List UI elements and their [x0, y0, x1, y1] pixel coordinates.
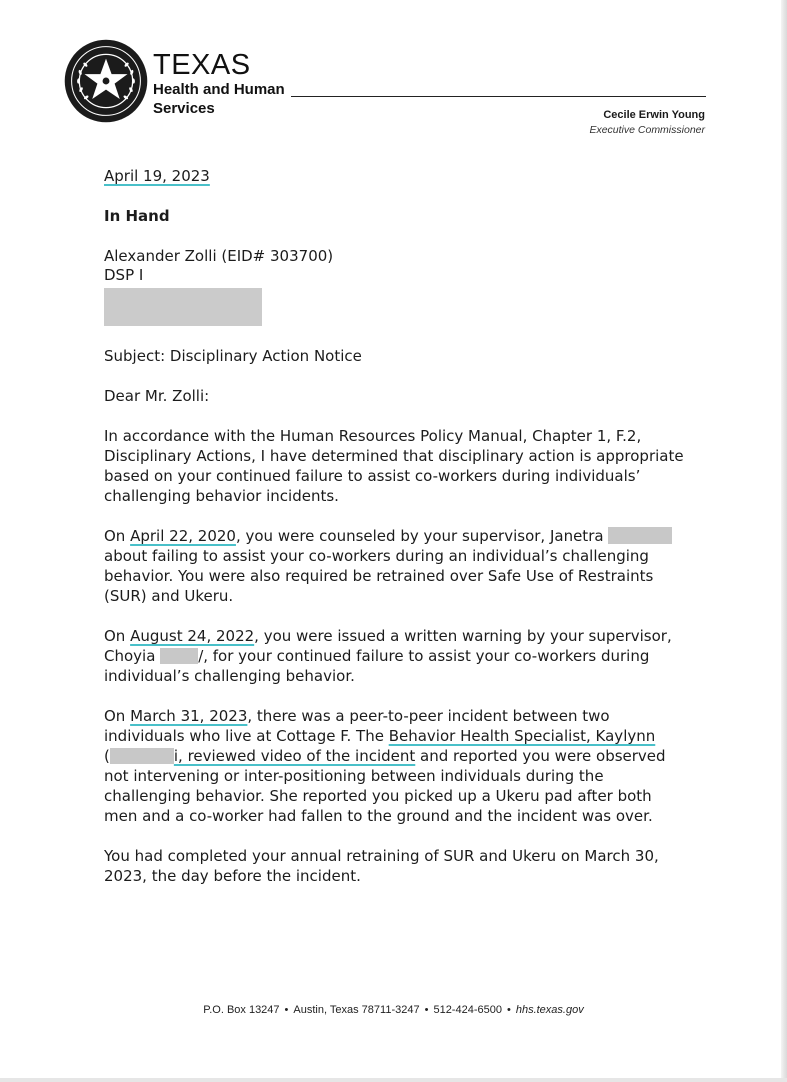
paragraph-3-line-2: Choyia /, for your continued failure to assist your co-workers during: [104, 647, 650, 665]
commissioner-block: [589, 108, 705, 137]
footer-separator: •: [506, 1004, 511, 1016]
letterhead-footer: [0, 1004, 787, 1016]
subject-line: Subject: Disciplinary Action Notice: [104, 347, 362, 365]
scan-edge-shadow: [781, 0, 787, 1082]
footer-address: P.O. Box 13247: [203, 1004, 280, 1016]
paragraph-4-line-4: not intervening or inter-positioning between individuals during the: [104, 767, 604, 785]
date-april-22-2020: April 22, 2020: [130, 527, 236, 545]
texas-hhs-seal-logo: [63, 38, 149, 124]
footer-separator: •: [424, 1004, 429, 1016]
redacted-name: [110, 748, 174, 764]
scan-bottom-edge: [0, 1078, 787, 1082]
paragraph-1-line-2: Disciplinary Actions, I have determined that disciplinary action is appropriate: [104, 447, 684, 465]
agency-name-line2: Health and Human: [153, 81, 285, 98]
paragraph-1-line-4: challenging behavior incidents.: [104, 487, 339, 505]
footer-separator: •: [284, 1004, 289, 1016]
delivery-method: In Hand: [104, 207, 170, 225]
header-divider: [291, 96, 706, 97]
paragraph-2-line-3: behavior. You were also required be retrained over Safe Use of Restraints: [104, 567, 654, 585]
salutation: Dear Mr. Zolli:: [104, 387, 210, 405]
paragraph-1-line-1: In accordance with the Human Resources Policy Manual, Chapter 1, F.2,: [104, 427, 642, 445]
recipient-title: DSP I: [104, 266, 144, 284]
footer-website: hhs.texas.gov: [515, 1004, 584, 1016]
video-review-reference: i, reviewed video of the incident: [173, 747, 416, 765]
date-march-31-2023: March 31, 2023: [130, 707, 248, 725]
paragraph-2-line-4: (SUR) and Ukeru.: [104, 587, 234, 605]
date-august-24-2022: August 24, 2022: [130, 627, 255, 645]
paragraph-4-line-2: individuals who live at Cottage F. The Behavior Health Specialist, Kaylynn: [104, 727, 656, 745]
recipient-name: Alexander Zolli (EID# 303700): [104, 247, 334, 265]
commissioner-title: Executive Commissioner: [589, 124, 705, 136]
paragraph-5-line-2: 2023, the day before the incident.: [104, 867, 361, 885]
paragraph-4-line-3: ( i, reviewed video of the incident and reported you were observed: [104, 747, 666, 765]
agency-name: [153, 50, 285, 118]
paragraph-3-line-1: On August 24, 2022, you were issued a written warning by your supervisor,: [104, 627, 672, 645]
paragraph-4-line-5: challenging behavior. She reported you picked up a Ukeru pad after both: [104, 787, 652, 805]
redacted-name: [160, 648, 198, 664]
footer-phone: 512-424-6500: [433, 1004, 502, 1016]
paragraph-5-line-1: You had completed your annual retraining of SUR and Ukeru on March 30,: [104, 847, 659, 865]
paragraph-4-line-6: men and a co-worker had fallen to the ground and the incident was over.: [104, 807, 653, 825]
paragraph-4-line-1: On March 31, 2023, there was a peer-to-peer incident between two: [104, 707, 610, 725]
paragraph-3-line-3: individual’s challenging behavior.: [104, 667, 355, 685]
paragraph-2-line-2: about failing to assist your co-workers during an individual’s challenging: [104, 547, 649, 565]
agency-name-texas: TEXAS: [153, 49, 251, 81]
footer-city: Austin, Texas 78711-3247: [293, 1004, 420, 1016]
redacted-address: [104, 288, 262, 326]
letter-date: April 19, 2023: [104, 167, 210, 185]
agency-name-line3: Services: [153, 100, 215, 117]
specialist-reference: Behavior Health Specialist, Kaylynn: [388, 727, 656, 745]
redacted-name: [608, 527, 672, 544]
paragraph-1-line-3: based on your continued failure to assist co-workers during individuals’: [104, 467, 641, 485]
paragraph-2-line-1: On April 22, 2020, you were counseled by your supervisor, Janetra: [104, 526, 672, 546]
commissioner-name: Cecile Erwin Young: [603, 109, 705, 121]
